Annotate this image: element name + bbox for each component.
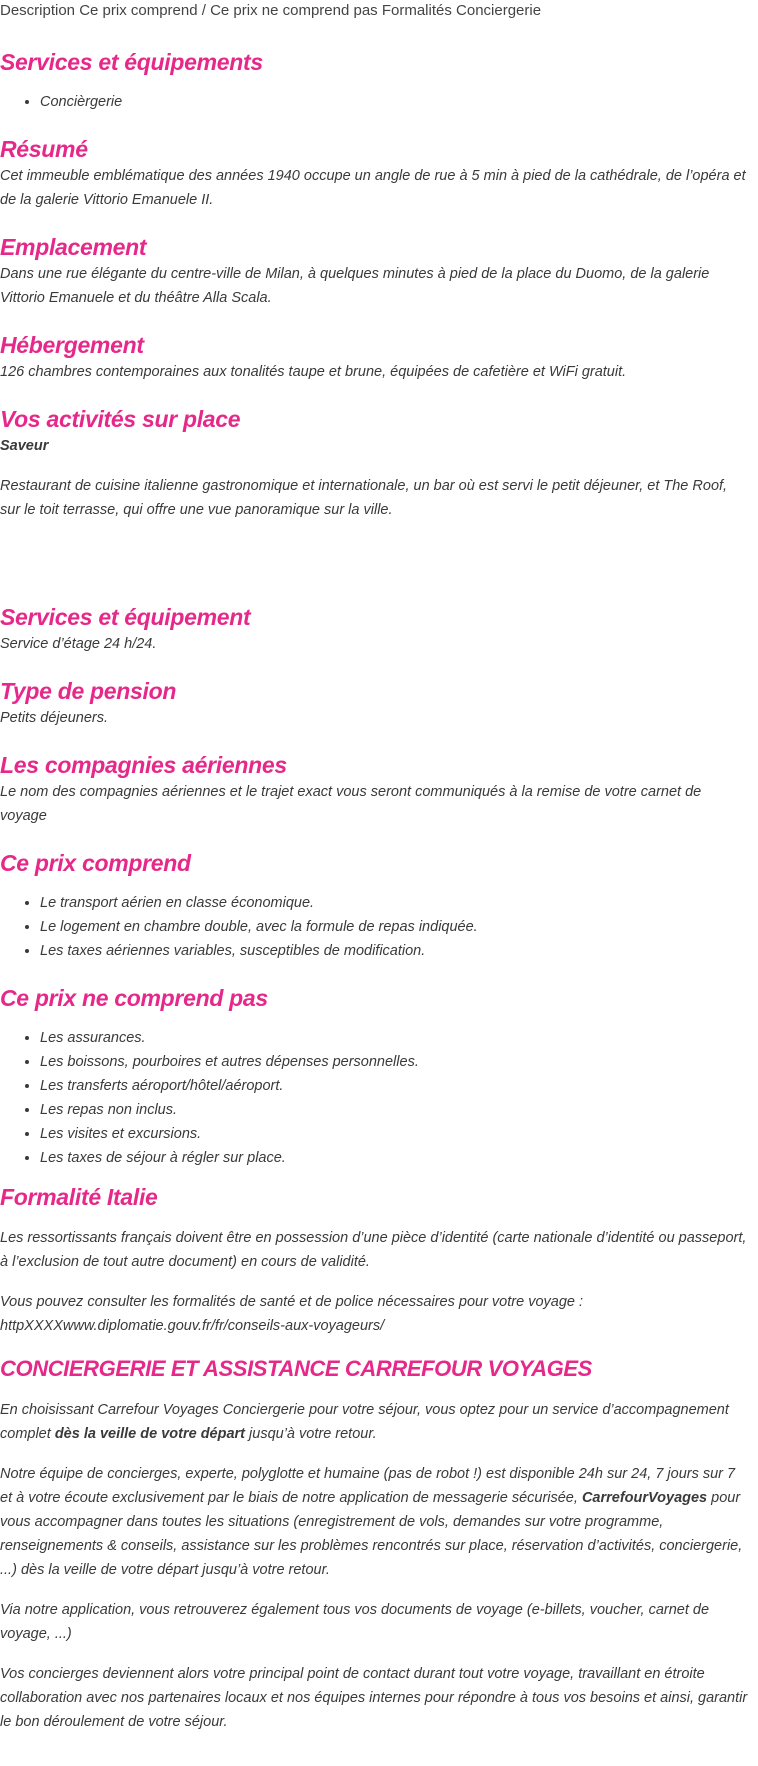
list-item: • Concièrgerie (40, 90, 750, 114)
conciergerie-text-1-bold: dès la veille de votre départ (54, 1426, 246, 1442)
list-item: • Les visites et excursions. (40, 1122, 750, 1146)
activites-line-2: sur le toit terrasse, qui offre une vue panoramique sur la ville. (0, 502, 393, 518)
formalite-line-1: Vous pouvez consulter les formalités de santé et de police nécessaires pour votre voyage : (0, 1294, 584, 1310)
conciergerie-text-2a: Notre équipe de concierges, experte, polyglotte et humaine (pas de robot !) est disponible 24h sur 24, 7 jours sur 7 et à votre écoute exclusivement par le biais de notre application de messagerie sécurisée, (0, 1466, 736, 1506)
list-item: • Le logement en chambre double, avec la formule de repas indiquée. (40, 915, 750, 939)
section-title-activites: Vos activités sur place (0, 406, 241, 432)
list-item: • Le transport aérien en classe économique. (40, 891, 750, 915)
prix-comprend-list (0, 891, 750, 963)
diplomatie-link[interactable]: httpXXXXwww.diplomatie.gouv.fr/fr/conseils-aux-voyageurs/ (0, 1318, 385, 1334)
activites-line-1: Restaurant de cuisine italienne gastronomique et internationale, un bar où est servi le petit déjeuner, et The Roof, (0, 478, 728, 494)
conciergerie-text-1b: jusqu’à votre retour. (245, 1426, 377, 1442)
formalite-text-2 (0, 1290, 750, 1338)
hebergement-text: 126 chambres contemporaines aux tonalités taupe et brune, équipées de cafetière et WiFi gratuit. (0, 364, 627, 380)
emplacement-text: Dans une rue élégante du centre-ville de Milan, à quelques minutes à pied de la place du Duomo, de la galerie Vittorio Emanuele et du théâtre Alla Scala. (0, 266, 710, 306)
list-item: • Les repas non inclus. (40, 1098, 750, 1122)
tab-summary-line: Description Ce prix comprend / Ce prix ne comprend pas Formalités Conciergerie (0, 2, 542, 19)
section-title-pension: Type de pension (0, 678, 177, 704)
section-title-emplacement: Emplacement (0, 234, 147, 260)
conciergerie-text-1a: En choisissant Carrefour Voyages Conciergerie pour votre séjour, vous optez pour un service d’accompagnement complet (0, 1402, 729, 1442)
conciergerie-text-1 (0, 1398, 750, 1446)
section-title-services-equipements: Services et équipements (0, 49, 263, 75)
section-title-hebergement: Hébergement (0, 332, 144, 358)
pension-text: Petits déjeuners. (0, 710, 109, 726)
formalite-text-1: Les ressortissants français doivent être en possession d’une pièce d’identité (carte nationale d’identité ou passeport, à l’exclusion de tout autre document) en cours de validité. (0, 1230, 747, 1270)
prix-ne-comprend-list (0, 1026, 750, 1170)
list-item: • Les assurances. (40, 1026, 750, 1050)
section-title-services-equipement: Services et équipement (0, 604, 251, 630)
section-title-compagnies: Les compagnies aériennes (0, 752, 287, 778)
resume-text: Cet immeuble emblématique des années 1940 occupe un angle de rue à 5 min à pied de la cathédrale, de l’opéra et de la galerie Vittorio Emanuele II. (0, 168, 746, 208)
list-item: • Les transferts aéroport/hôtel/aéroport. (40, 1074, 750, 1098)
activites-text (0, 474, 750, 522)
conciergerie-text-2 (0, 1462, 750, 1582)
section-title-conciergerie: CONCIERGERIE ET ASSISTANCE CARREFOUR VOYAGES (0, 1356, 592, 1381)
section-title-prix-comprend: Ce prix comprend (0, 850, 191, 876)
section-title-formalite: Formalité Italie (0, 1184, 158, 1210)
compagnies-text: Le nom des compagnies aériennes et le trajet exact vous seront communiqués à la remise de votre carnet de voyage (0, 784, 702, 824)
services-equipement-text: Service d’étage 24 h/24. (0, 636, 157, 652)
list-item: • Les boissons, pourboires et autres dépenses personnelles. (40, 1050, 750, 1074)
services-list (0, 90, 750, 114)
list-item: • Les taxes aériennes variables, susceptibles de modification. (40, 939, 750, 963)
section-title-prix-ne-comprend: Ce prix ne comprend pas (0, 985, 268, 1011)
conciergerie-text-2-bold: CarrefourVoyages (581, 1490, 708, 1506)
section-title-resume: Résumé (0, 136, 88, 162)
conciergerie-text-3: Via notre application, vous retrouverez également tous vos documents de voyage (e-billets, voucher, carnet de voyage, ...) (0, 1602, 710, 1642)
list-item: • Les taxes de séjour à régler sur place. (40, 1146, 750, 1170)
activites-subtitle: Saveur (0, 438, 49, 454)
conciergerie-text-2b: pour vous accompagner dans toutes les situations (enregistrement de vols, demandes sur votre programme, renseignements & conseils, assistance sur les problèmes rencontrés sur place, réservation d’activités, conciergerie, ...) dès la veille de votre départ jusqu’à votre retour. (0, 1490, 743, 1578)
conciergerie-text-4: Vos concierges deviennent alors votre principal point de contact durant tout votre voyage, travaillant en étroite collaboration avec nos partenaires locaux et nos équipes internes pour répondre à tous vos besoins et ainsi, garantir le bon déroulement de votre séjour. (0, 1666, 748, 1730)
